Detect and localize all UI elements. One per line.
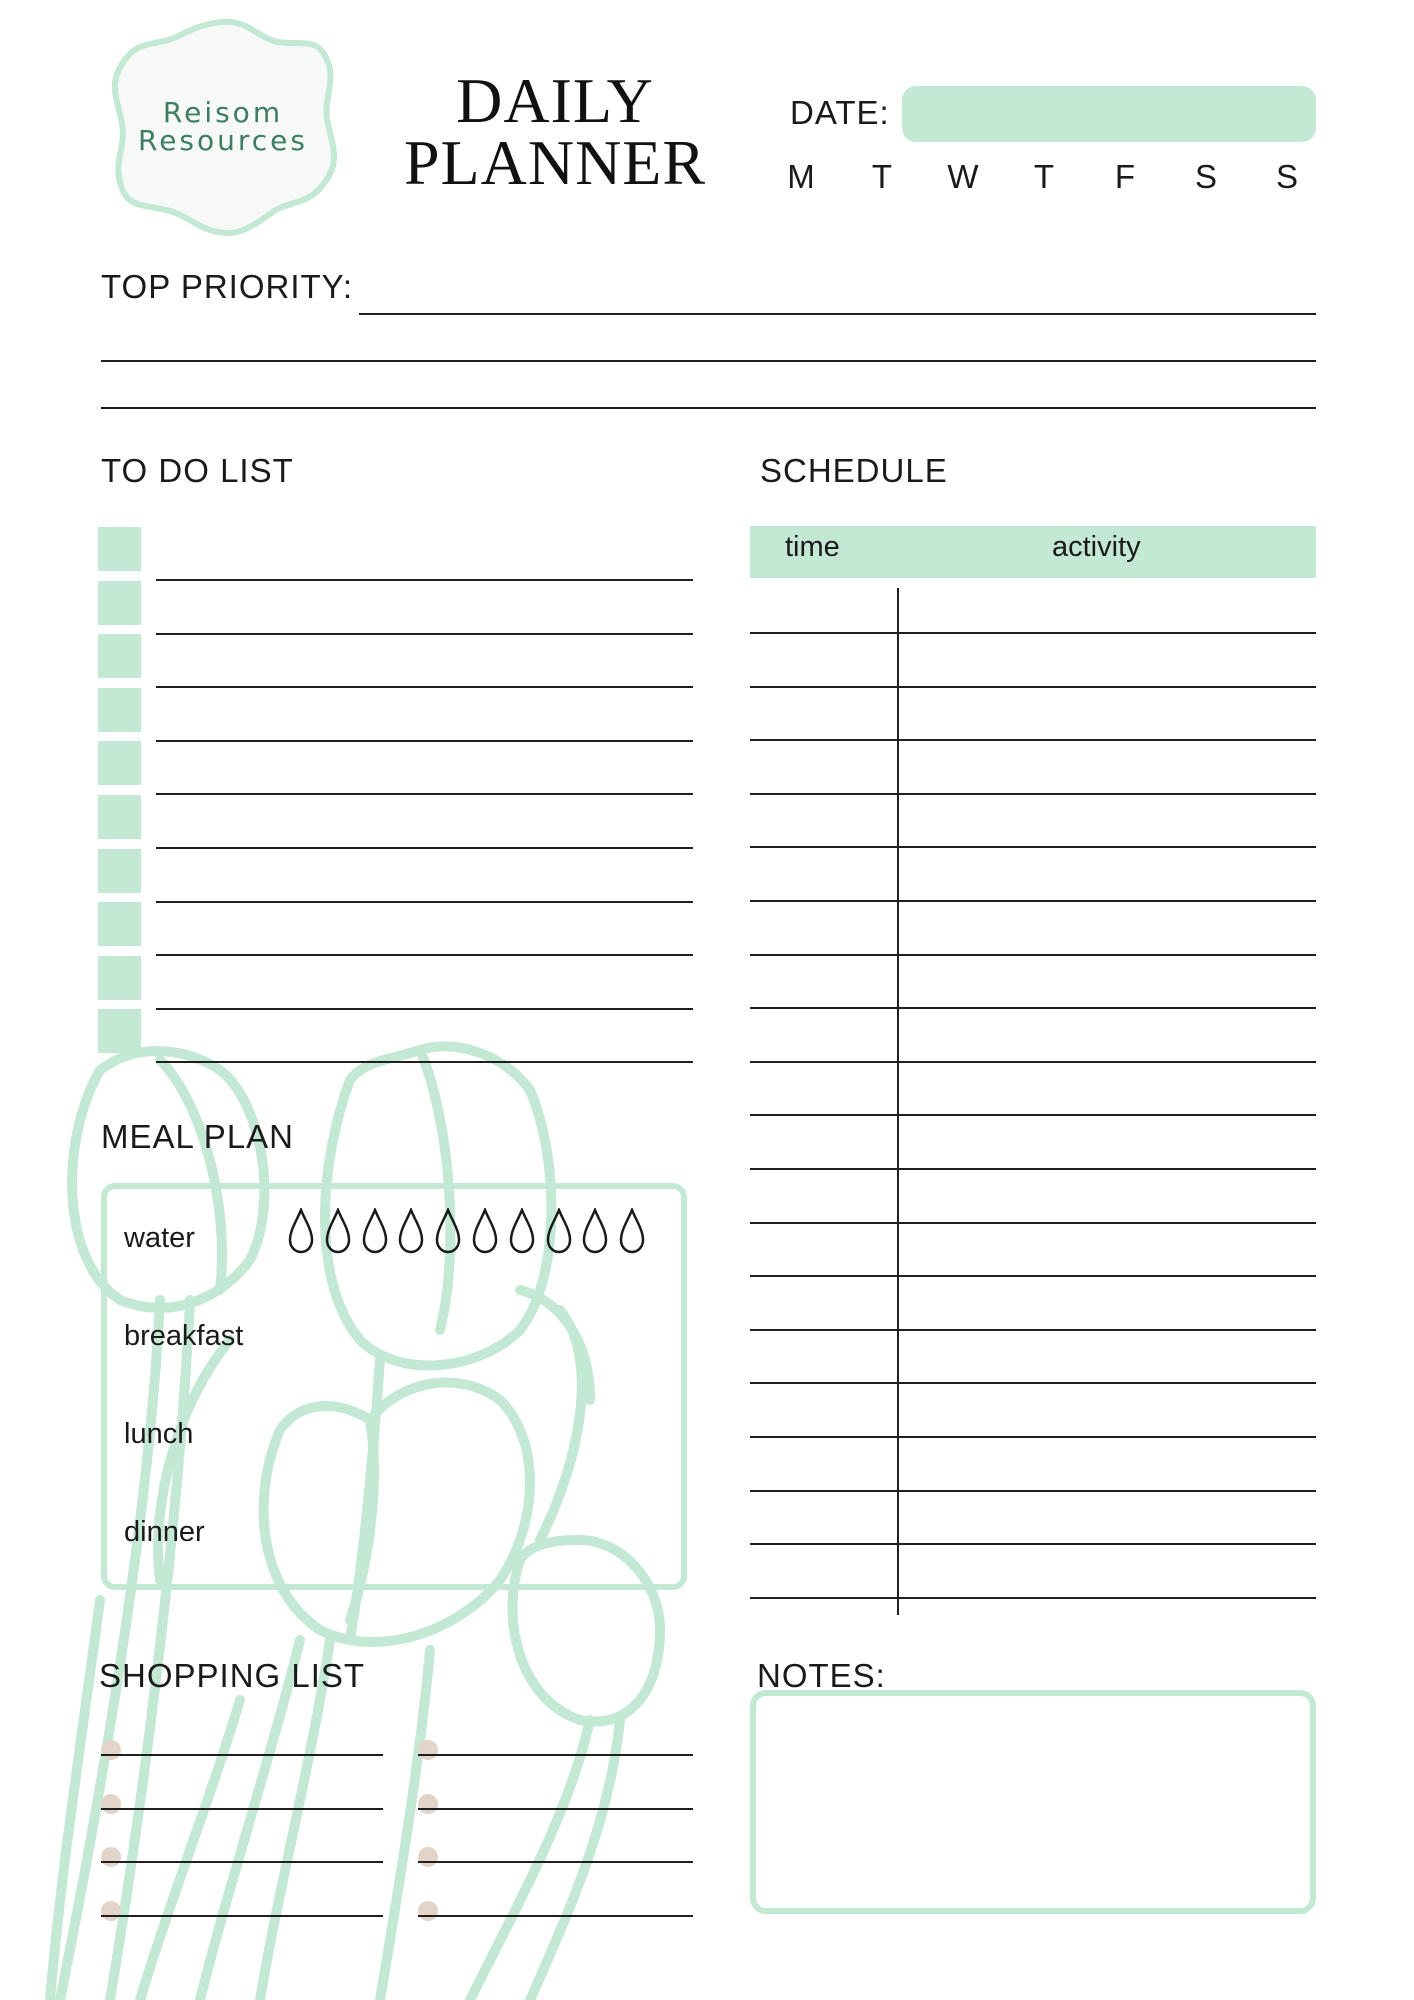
schedule-row-line[interactable]	[750, 1382, 1316, 1384]
schedule-row-line[interactable]	[750, 1436, 1316, 1438]
shopping-bullet	[418, 1794, 438, 1814]
lunch-label: lunch	[124, 1418, 194, 1450]
schedule-row-line[interactable]	[750, 793, 1316, 795]
schedule-row-line[interactable]	[750, 1114, 1316, 1116]
schedule-activity-header: activity	[1052, 531, 1141, 563]
water-drop-icon[interactable]	[397, 1208, 425, 1254]
schedule-row-line[interactable]	[750, 1543, 1316, 1545]
schedule-time-header: time	[785, 531, 840, 563]
brand-logo	[108, 14, 338, 239]
schedule-row-line[interactable]	[750, 1275, 1316, 1277]
top-priority-label: TOP PRIORITY:	[101, 268, 354, 305]
schedule-row-line[interactable]	[750, 1168, 1316, 1170]
todo-line[interactable]	[156, 1008, 693, 1010]
schedule-row-line[interactable]	[750, 632, 1316, 634]
meal-plan-heading: MEAL PLAN	[101, 1118, 295, 1155]
top-priority-line-3[interactable]	[101, 407, 1316, 409]
todo-line[interactable]	[156, 901, 693, 903]
schedule-divider	[897, 588, 899, 1615]
todo-checkbox[interactable]	[98, 634, 141, 678]
water-drop-icon[interactable]	[324, 1208, 352, 1254]
todo-line[interactable]	[156, 954, 693, 956]
todo-line[interactable]	[156, 847, 693, 849]
notes-heading: NOTES:	[757, 1657, 886, 1694]
schedule-row-line[interactable]	[750, 1007, 1316, 1009]
water-drop-icon[interactable]	[471, 1208, 499, 1254]
shopping-line[interactable]	[101, 1861, 383, 1863]
water-drop-icon[interactable]	[581, 1208, 609, 1254]
shopping-bullet	[418, 1740, 438, 1760]
schedule-row-line[interactable]	[750, 1597, 1316, 1599]
schedule-row-line[interactable]	[750, 1329, 1316, 1331]
weekday-2[interactable]: W	[947, 158, 979, 195]
water-drop-icon[interactable]	[361, 1208, 389, 1254]
todo-checkbox[interactable]	[98, 795, 141, 839]
water-drop-icon[interactable]	[618, 1208, 646, 1254]
todo-checkbox[interactable]	[98, 1009, 141, 1053]
schedule-row-line[interactable]	[750, 686, 1316, 688]
schedule-row-line[interactable]	[750, 954, 1316, 956]
todo-line[interactable]	[156, 686, 693, 688]
shopping-bullet	[418, 1901, 438, 1921]
todo-checkbox[interactable]	[98, 581, 141, 625]
shopping-line[interactable]	[101, 1808, 383, 1810]
todo-heading: TO DO LIST	[101, 452, 294, 489]
weekday-4[interactable]: F	[1114, 158, 1136, 195]
weekday-3[interactable]: T	[1033, 158, 1055, 195]
shopping-bullet	[101, 1794, 121, 1814]
water-drop-icon[interactable]	[545, 1208, 573, 1254]
date-label: DATE:	[790, 94, 890, 131]
shopping-bullet	[101, 1901, 121, 1921]
breakfast-label: breakfast	[124, 1320, 244, 1352]
dinner-label: dinner	[124, 1516, 205, 1548]
shopping-line[interactable]	[418, 1808, 693, 1810]
schedule-heading: SCHEDULE	[760, 452, 948, 489]
top-priority-line-2[interactable]	[101, 360, 1316, 362]
shopping-list-heading: SHOPPING LIST	[99, 1657, 366, 1694]
weekday-0[interactable]: M	[787, 158, 815, 195]
todo-checkbox[interactable]	[98, 956, 141, 1000]
weekday-1[interactable]: T	[871, 158, 893, 195]
weekday-5[interactable]: S	[1194, 158, 1217, 195]
todo-checkbox[interactable]	[98, 688, 141, 732]
todo-line[interactable]	[156, 793, 693, 795]
notes-box[interactable]	[750, 1690, 1316, 1914]
top-priority-line-1[interactable]	[359, 313, 1316, 315]
logo-text-line2: Resources	[138, 124, 308, 157]
title-line2: PLANNER	[403, 127, 707, 198]
todo-line[interactable]	[156, 633, 693, 635]
shopping-line[interactable]	[101, 1754, 383, 1756]
schedule-row-line[interactable]	[750, 1222, 1316, 1224]
todo-line[interactable]	[156, 579, 693, 581]
logo-text-line1: Reisom	[162, 96, 284, 129]
water-drop-icon[interactable]	[508, 1208, 536, 1254]
todo-line[interactable]	[156, 1061, 693, 1063]
title-line1: DAILY	[456, 65, 654, 136]
todo-checkbox[interactable]	[98, 527, 141, 571]
shopping-line[interactable]	[101, 1915, 383, 1917]
todo-line[interactable]	[156, 740, 693, 742]
shopping-bullet	[101, 1740, 121, 1760]
todo-checkbox[interactable]	[98, 902, 141, 946]
todo-checkbox[interactable]	[98, 849, 141, 893]
shopping-line[interactable]	[418, 1754, 693, 1756]
water-drop-icon[interactable]	[434, 1208, 462, 1254]
date-field[interactable]	[902, 86, 1316, 142]
todo-checkbox[interactable]	[98, 741, 141, 785]
page-title	[400, 65, 710, 198]
weekday-6[interactable]: S	[1275, 158, 1298, 195]
schedule-row-line[interactable]	[750, 1490, 1316, 1492]
shopping-bullet	[418, 1847, 438, 1867]
shopping-line[interactable]	[418, 1915, 693, 1917]
schedule-row-line[interactable]	[750, 900, 1316, 902]
water-label: water	[124, 1222, 195, 1254]
schedule-row-line[interactable]	[750, 846, 1316, 848]
shopping-line[interactable]	[418, 1861, 693, 1863]
schedule-row-line[interactable]	[750, 739, 1316, 741]
shopping-bullet	[101, 1847, 121, 1867]
water-drop-icon[interactable]	[287, 1208, 315, 1254]
schedule-row-line[interactable]	[750, 1061, 1316, 1063]
